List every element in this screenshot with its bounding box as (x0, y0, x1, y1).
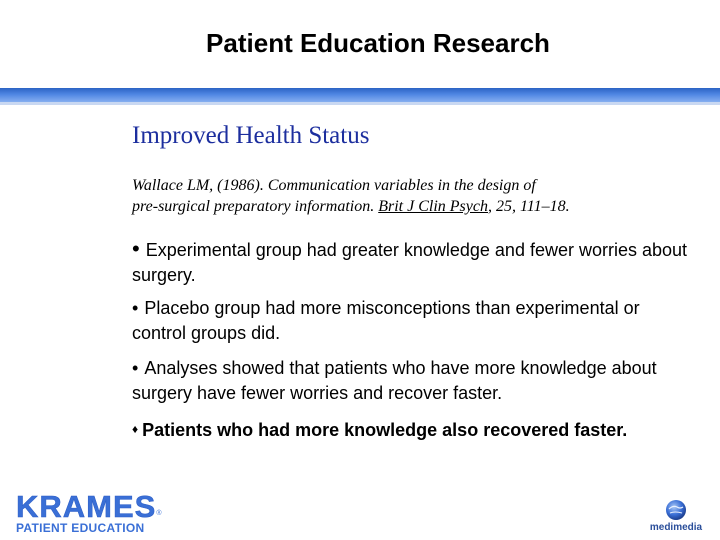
slide-title: Patient Education Research (206, 28, 550, 58)
bullet-item (132, 356, 692, 406)
bullet-item (132, 236, 692, 288)
bullet-text: Experimental group had greater knowledge and fewer worries about surgery. (132, 240, 688, 285)
citation-title-end: pre-surgical preparatory information. (132, 198, 379, 215)
krames-logo-subtitle: PATIENT EDUCATION (16, 521, 145, 535)
bullet-dot-icon: • (132, 358, 139, 378)
citation-line-1: Wallace LM, (1986). Communication variables in the design of (132, 177, 536, 194)
medimedia-logo-word: medimedia (649, 522, 703, 533)
header-rule (0, 88, 720, 102)
bullet-text: Placebo group had more misconceptions than experimental or control groups did. (132, 298, 640, 343)
bullet-diamond-icon: ♦ (132, 422, 139, 436)
citation-line-2 (132, 196, 692, 217)
krames-logo-word: KRAMES (16, 489, 157, 524)
bullet-dot-icon: • (132, 236, 140, 261)
bullet-dot-icon: • (132, 298, 139, 318)
registered-mark: ® (156, 510, 162, 517)
citation (132, 175, 692, 217)
krames-logo (16, 489, 176, 535)
bullet-text: Analyses showed that patients who have more knowledge about surgery have fewer worries and recover faster. (132, 358, 657, 403)
section-heading: Improved Health Status (132, 122, 370, 149)
bullet-item (132, 417, 692, 443)
header-rule-shadow (0, 102, 720, 105)
bullet-text: Patients who had more knowledge also recovered faster. (142, 420, 628, 440)
bullet-item (132, 296, 692, 346)
medimedia-logo (644, 498, 708, 534)
globe-icon (660, 498, 692, 522)
citation-journal: Brit J Clin Psych (378, 198, 488, 215)
citation-volume-pages: , 25, 111–18. (487, 198, 570, 215)
